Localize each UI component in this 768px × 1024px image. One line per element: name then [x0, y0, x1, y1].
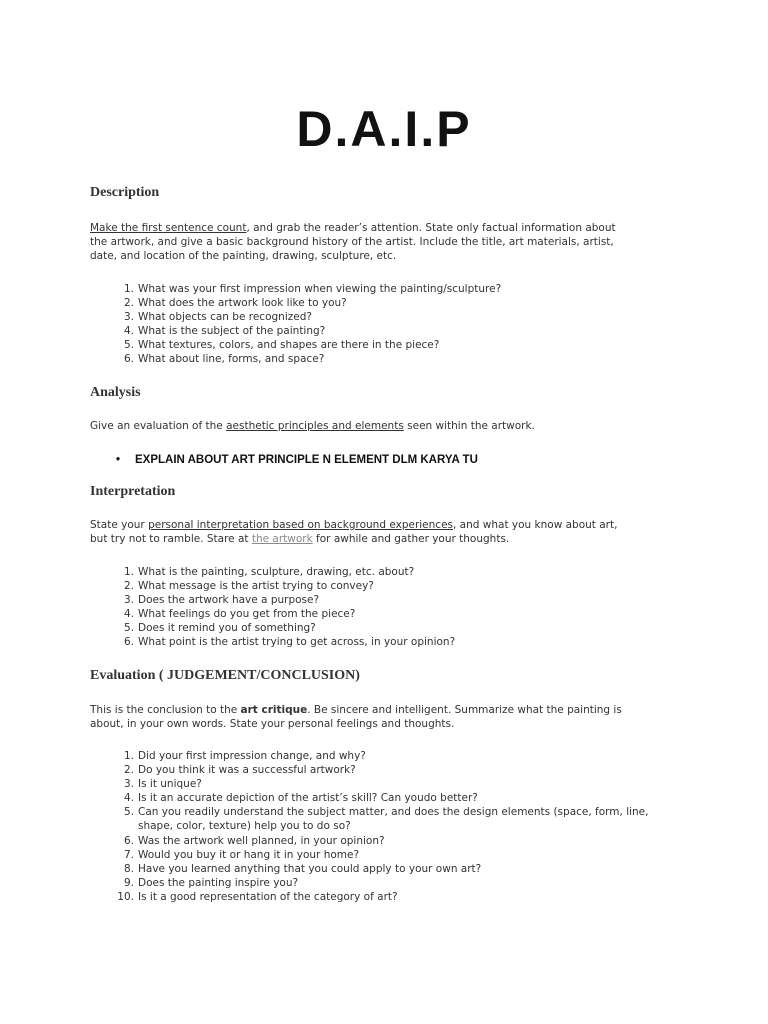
analysis-heading: Analysis — [90, 385, 141, 400]
list-item: 3. Does the artwork have a purpose? — [123, 594, 320, 607]
analysis-underlined-text: aesthetic principles and elements — [226, 420, 404, 432]
list-item: 2. What message is the artist trying to convey? — [123, 580, 374, 593]
list-item: 4. What is the subject of the painting? — [123, 325, 326, 338]
list-item: 8. Have you learned anything that you could apply to your own art? — [123, 862, 482, 875]
description-question-list — [90, 282, 690, 367]
evaluation-paragraph: This is the conclusion to the art critique. Be sincere and intelligent. Summarize what the painting is about, in your own words. State your personal feelings and thoughts. — [90, 704, 622, 730]
list-item: 6. Was the artwork well planned, in your opinion? — [123, 834, 385, 847]
description-paragraph: Make the first sentence count, and grab the reader’s attention. State only factual information about the artwork, and give a basic background history of the artist. Include the title, art materials, artist, date, and location of the painting, drawing, sculpture, etc. — [90, 222, 616, 262]
list-item: 5. What textures, colors, and shapes are there in the piece? — [123, 339, 440, 352]
page-title: D.A.I.P — [296, 101, 472, 157]
list-item: 10. Is it a good representation of the category of art? — [117, 890, 398, 903]
list-item: 1. What was your first impression when viewing the painting/sculpture? — [123, 283, 502, 295]
list-item: 9. Does the painting inspire you? — [123, 876, 299, 889]
list-item: 6. What about line, forms, and space? — [123, 353, 325, 366]
evaluation-question-list — [90, 749, 690, 904]
analysis-paragraph: Give an evaluation of the aesthetic principles and elements seen within the artwork. — [90, 420, 535, 432]
description-heading: Description — [90, 185, 160, 200]
bullet-icon: • — [116, 454, 121, 466]
list-item: 4. Is it an accurate depiction of the artist’s skill? Can youdo better? — [123, 792, 478, 805]
interpretation-underlined-text: personal interpretation based on background experiences — [148, 519, 453, 531]
list-item: 5. Does it remind you of something? — [123, 622, 316, 635]
the-artwork-link[interactable]: the artwork — [251, 533, 313, 545]
list-item: 2. Do you think it was a successful artwork? — [123, 764, 356, 777]
list-item: 1. What is the painting, sculpture, drawing, etc. about? — [123, 566, 415, 578]
interpretation-heading: Interpretation — [90, 484, 176, 499]
interpretation-question-list — [90, 565, 690, 650]
list-item: 1. Did your first impression change, and why? — [123, 750, 366, 762]
list-item: 3. What objects can be recognized? — [123, 311, 312, 324]
list-item: 6. What point is the artist trying to get across, in your opinion? — [123, 636, 456, 649]
list-item: 5. Can you readily understand the subject matter, and does the design elements (space, form, line, shape, color, texture) help you to do so? — [123, 806, 649, 833]
list-item: 3. Is it unique? — [123, 778, 202, 791]
description-underlined-text: Make the first sentence count — [90, 222, 247, 234]
list-item: 7. Would you buy it or hang it in your home? — [123, 848, 360, 861]
list-item: 4. What feelings do you get from the piece? — [123, 608, 356, 621]
list-item: 2. What does the artwork look like to you? — [123, 297, 347, 310]
interpretation-paragraph: State your personal interpretation based on background experiences, and what you know about art, but try not to ramble. Stare at the artwork for awhile and gather your thoughts. — [90, 519, 618, 545]
evaluation-heading: Evaluation ( JUDGEMENT/CONCLUSION) — [90, 668, 360, 683]
art-critique-bold: art critique — [240, 704, 308, 716]
document-page: D.A.I.P Description Make the first sentence count, and grab the reader’s attention. State only factual information about the artwork, and give a basic background history of the artist. Include the title, art materials, artist, date, and location of the painting, drawing, sculpture, etc. 1. What was your first impression when viewing the painting/sculpture? 2. What does the artwork look like to you? 3. What objects can be recognized? 4. What is the subject of the painting? 5. What textures, colors, and shapes are there in the piece? 6. What about line, forms, and space? Analysis Give an evaluation of the aesthetic principles and elements seen within the artwork. • EXPLAIN ABOUT ART PRINCIPLE N ELEMENT DLM KARYA TU Interpretation State your personal interpretation based on background experiences, and what you know about art, but try not to ramble. Stare at the artwork for awhile and gather your thoughts. 1. What is the painting, sculpture, drawing, etc. about? 2. What message is the artist trying to convey? 3. Does the artwork have a purpose? 4. What feelings do you get from the piece? 5. Does it remind you of something? 6. What point is the artist trying to get across, in your opinion? Evaluation ( JUDGEMENT/CONCLUSION) This is the conclusion to the art critique. Be sincere and intelligent. Summarize what the painting is about, in your own words. State your personal feelings and thoughts. 1. Did your first impression change, and why? 2. Do you think it was a successful artwork? 3. Is it unique? 4. Is it an accurate depiction of the artist’s skill? Can youdo better? 5. Can you readily understand the subject matter, and does the design elements (space, form, line, shape, color, texture) help you to do so? 6. Was the artwork well planned, in your opinion? 7. Would you buy it or hang it in your home? 8. Have you learned anything that you could apply to your own art? 9. Does the painting inspire you? 10. Is it a good representation of the category of art? — [0, 0, 768, 1024]
